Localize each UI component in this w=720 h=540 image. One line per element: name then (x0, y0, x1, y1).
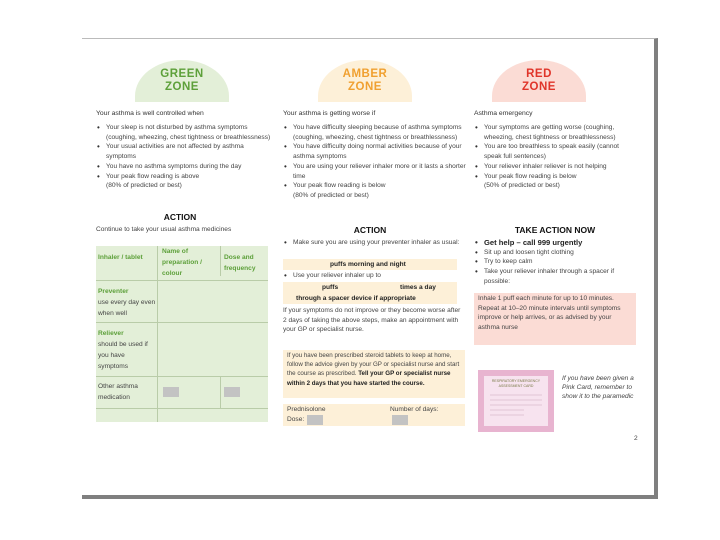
inhale-instructions (478, 294, 634, 333)
red-step: • Sit up and loosen tight clothing (474, 248, 638, 258)
green-heading: Your asthma is well controlled when (96, 110, 204, 117)
col-header-dose: Dose and frequency (224, 254, 256, 272)
amber-action-list (283, 271, 467, 281)
amber-symptoms-list (283, 123, 467, 201)
times-label: times a day (400, 284, 436, 291)
col-header-inhaler: Inhaler / tablet (98, 254, 143, 261)
other-medication-label: Other asthma medication (98, 383, 138, 401)
pink-card-image (478, 370, 554, 432)
preventer-row-label: Preventer use every day even when well (98, 288, 156, 317)
table-divider (157, 246, 158, 422)
amber-action-bullet: • Use your reliever inhaler up to (283, 271, 467, 281)
red-step: • Take your reliever inhaler through a spacer if possible: (474, 267, 638, 286)
table-divider (96, 322, 268, 323)
amber-peak-note: (80% of predicted or best) (293, 191, 369, 199)
redacted-field (392, 415, 408, 425)
red-bullet: • Your peak flow reading is below (474, 172, 638, 182)
puffs-label: puffs (322, 284, 339, 291)
amber-action-title: ACTION (353, 225, 387, 235)
prednisolone-label: Prednisolone (287, 406, 326, 413)
green-zone-title: GREEN (160, 68, 204, 80)
amber-bullet: • You have difficulty doing normal activities because of your asthma symptoms (283, 142, 467, 161)
red-step: • Try to keep calm (474, 257, 638, 267)
green-action-text: Continue to take your usual asthma medicines (96, 226, 232, 233)
page-number: 2 (634, 435, 638, 442)
dose-label: Dose: (287, 416, 305, 423)
amber-action-list (283, 238, 467, 248)
amber-bullet: • Your peak flow reading is below (283, 181, 467, 191)
red-zone-subtitle: ZONE (522, 81, 556, 93)
table-divider (96, 280, 268, 281)
card-title: RESPIRATORY EMERGENCY ASSESSMENT CARD (491, 379, 541, 388)
call-999-line: • Get help – call 999 urgently (474, 238, 638, 248)
green-action-title: ACTION (163, 212, 197, 222)
green-bullet: • Your usual activities are not affected by asthma symptoms (96, 142, 272, 161)
redacted-field (224, 387, 240, 397)
days-label: Number of days: (390, 406, 439, 413)
amber-bullet: • You are using your reliever inhaler more or it lasts a shorter time (283, 162, 467, 181)
green-zone-subtitle: ZONE (165, 81, 199, 93)
red-zone-title: RED (526, 68, 552, 80)
red-peak-note: (50% of predicted or best) (484, 182, 560, 190)
col-header-name: Name of preparation / colour (162, 248, 202, 277)
green-bullet: • Your peak flow reading is above (96, 172, 272, 182)
red-action-list (474, 238, 638, 287)
puffs-morning-night: puffs morning and night (330, 261, 406, 268)
reliever-row-label: Reliever should be used if you have symptoms (98, 330, 148, 370)
table-divider (96, 408, 268, 409)
red-symptoms-list (474, 123, 638, 191)
steroid-text: If you have been prescribed steroid tablets to keep at home, follow the advice given by your GP or specialist nurse and start the course as prescribed. Tell your GP or specialist nurse within 2 days that you have started the course. (287, 352, 460, 387)
amber-bullet: • You have difficulty sleeping because of asthma symptoms (coughing, wheezing, chest tightness or breathlessness) (283, 123, 467, 142)
redacted-field (307, 415, 323, 425)
red-heading: Asthma emergency (474, 110, 533, 117)
pink-card-face (484, 376, 548, 426)
red-bullet: • You are too breathless to speak easily (cannot speak full sentences) (474, 142, 638, 161)
inhale-line: Inhale 1 puff each minute for up to 10 minutes. (478, 295, 614, 302)
table-divider (220, 246, 221, 276)
green-symptoms-list (96, 123, 272, 191)
green-bullet: • Your sleep is not disturbed by asthma symptoms (coughing, wheezing, chest tightness or breathlessness) (96, 123, 272, 142)
table-divider (96, 376, 268, 377)
table-divider (220, 376, 221, 408)
green-bullet: • You have no asthma symptoms during the day (96, 162, 272, 172)
pink-card-note: If you have been given a Pink Card, remember to show it to the paramedic (562, 375, 634, 400)
card-lines-illustration (484, 389, 548, 429)
red-action-title: TAKE ACTION NOW (514, 225, 596, 235)
amber-zone-title: AMBER (342, 68, 388, 80)
red-bullet: • Your symptoms are getting worse (coughing, wheezing, chest tightness or breathlessness) (474, 123, 638, 142)
spacer-line: through a spacer device if appropriate (296, 295, 416, 302)
red-bullet: • Your reliever inhaler reliever is not helping (474, 162, 638, 172)
amber-heading: Your asthma is getting worse if (283, 110, 376, 117)
redacted-field (163, 387, 179, 397)
repeat-line: Repeat at 10–20 minute intervals until symptoms improve or help arrives, or as advised by your asthma nurse (478, 304, 621, 332)
amber-action-bullet: • Make sure you are using your preventer inhaler as usual: (283, 238, 467, 248)
green-peak-note: (80% of predicted or best) (106, 182, 182, 190)
improve-text: If your symptoms do not improve or they become worse after 2 days of taking the above steps, make an appointment with your GP or specialist nurse. (283, 307, 461, 334)
amber-zone-subtitle: ZONE (348, 81, 382, 93)
